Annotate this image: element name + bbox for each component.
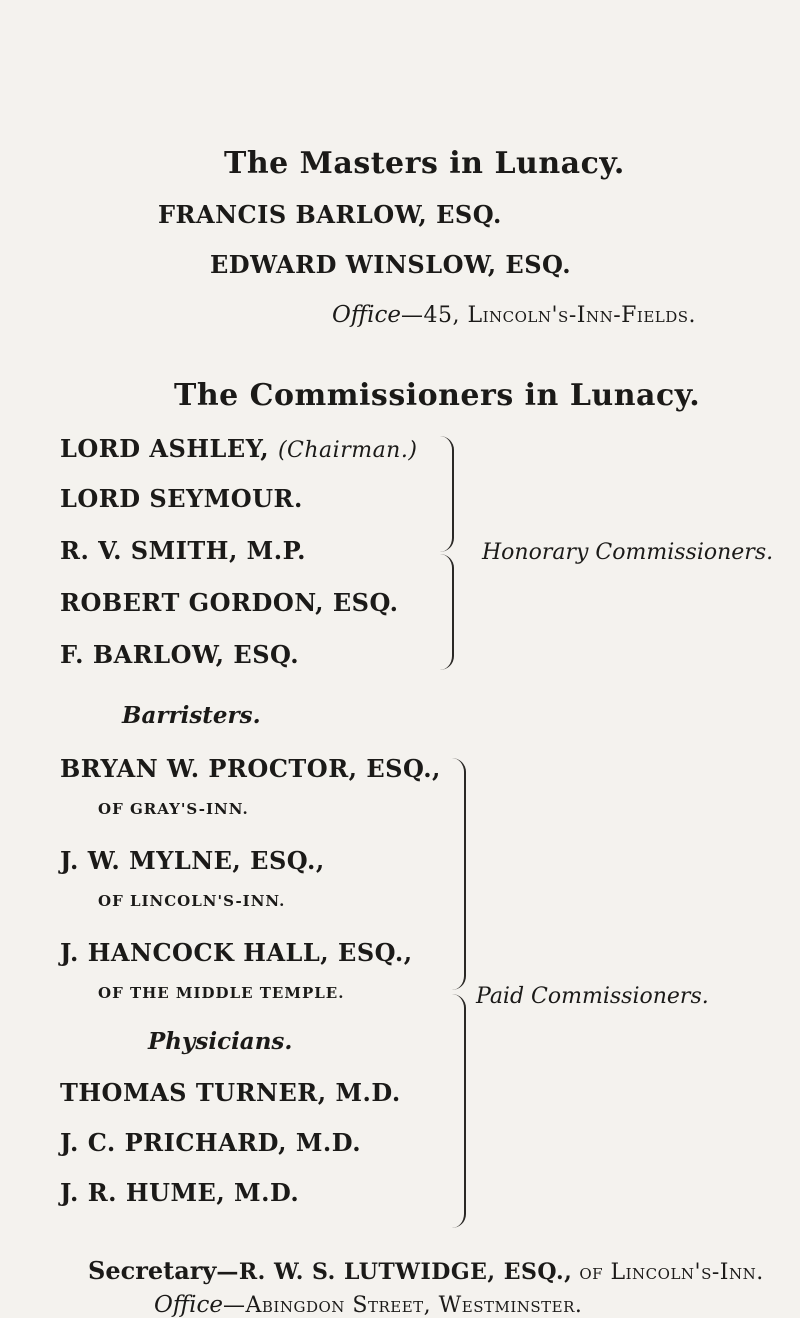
secretary-name: —R. W. S. LUTWIDGE, ESQ., [216, 1259, 573, 1285]
physician-2: J. C. PRICHARD, M.D. [60, 1128, 362, 1157]
secretary-office-address: —Abingdon Street, Westminster. [223, 1293, 583, 1318]
barrister-3-inn: OF THE MIDDLE TEMPLE. [98, 984, 345, 1002]
honorary-name-4: ROBERT GORDON, ESQ. [60, 588, 399, 617]
barrister-3-name: J. HANCOCK HALL, ESQ., [60, 938, 413, 967]
honorary-label: Honorary Commissioners. [482, 540, 774, 565]
master-name-2: EDWARD WINSLOW, ESQ. [210, 250, 572, 279]
masters-office [332, 302, 696, 328]
barrister-2-inn: OF LINCOLN'S-INN. [98, 892, 286, 910]
honorary-brace-bottom [440, 554, 454, 670]
honorary-name-2: LORD SEYMOUR. [60, 484, 303, 513]
physician-1: THOMAS TURNER, M.D. [60, 1078, 401, 1107]
master-name-1: FRANCIS BARLOW, ESQ. [158, 200, 502, 229]
barrister-1-inn: OF GRAY'S-INN. [98, 800, 249, 818]
honorary-name-1 [60, 434, 417, 463]
honorary-name-1-text: LORD ASHLEY, [60, 434, 270, 463]
masters-office-address: —45, Lincoln's-Inn-Fields. [401, 303, 697, 328]
chairman-note: (Chairman.) [277, 438, 418, 463]
secretary-office-label: Office [154, 1292, 223, 1318]
barrister-2-name: J. W. MYLNE, ESQ., [60, 846, 325, 875]
paid-brace-bottom [452, 994, 466, 1228]
honorary-brace-top [440, 436, 454, 552]
honorary-name-3: R. V. SMITH, M.P. [60, 536, 307, 565]
paid-label: Paid Commissioners. [476, 984, 709, 1009]
paid-brace-top [452, 758, 466, 990]
physicians-heading: Physicians. [148, 1028, 293, 1055]
secretary-label: Secretary [88, 1256, 217, 1285]
secretary-office [154, 1292, 582, 1318]
barristers-heading: Barristers. [122, 702, 261, 729]
honorary-name-5: F. BARLOW, ESQ. [60, 640, 300, 669]
masters-heading: The Masters in Lunacy. [224, 146, 625, 181]
physician-3: J. R. HUME, M.D. [60, 1178, 300, 1207]
secretary-line [88, 1256, 764, 1285]
commissioners-heading: The Commissioners in Lunacy. [174, 378, 701, 413]
secretary-inn: of Lincoln's-Inn. [579, 1260, 764, 1285]
masters-office-label: Office [332, 302, 401, 328]
barrister-1-name: BRYAN W. PROCTOR, ESQ., [60, 754, 441, 783]
